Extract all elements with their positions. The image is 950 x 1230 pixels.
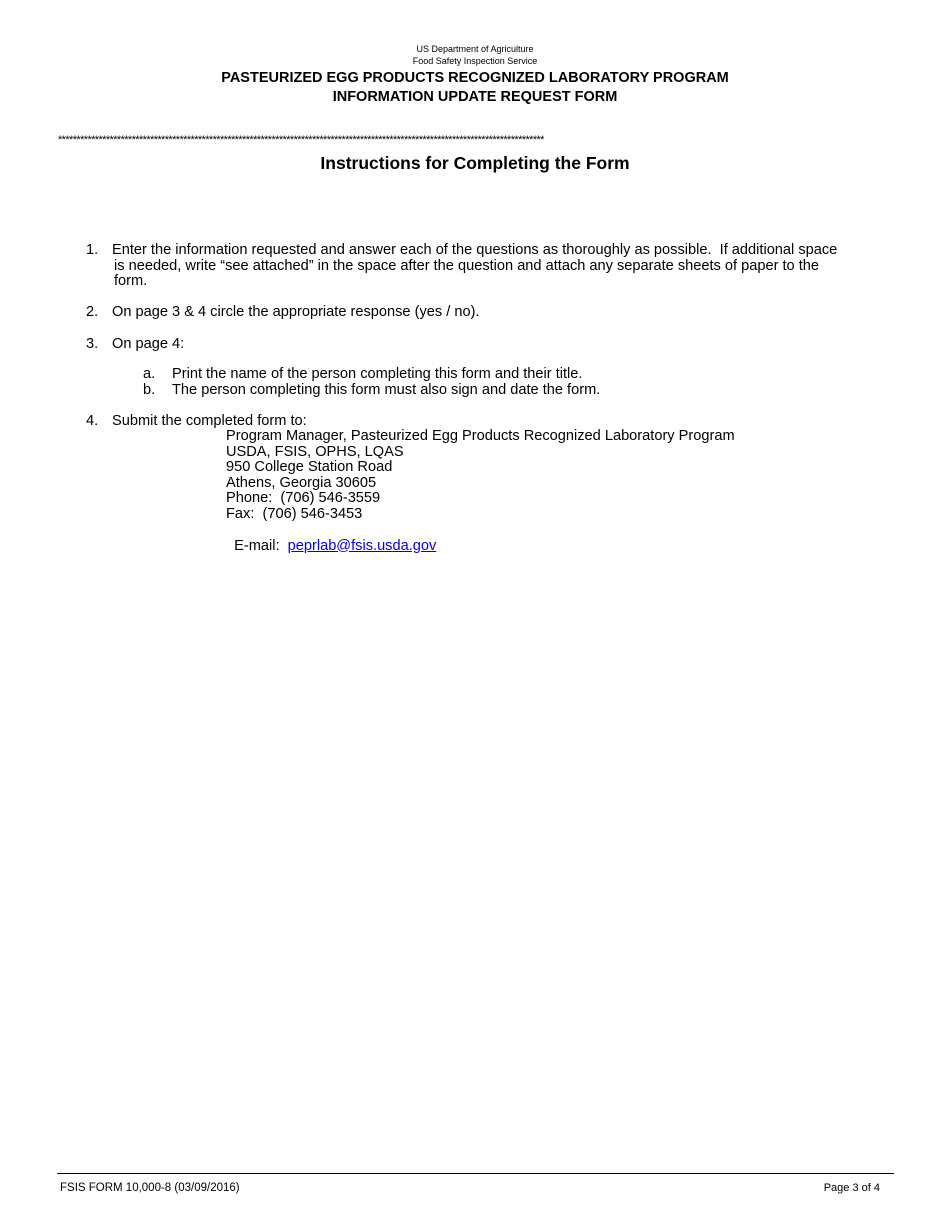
- item-3a-text: Print the name of the person completing this form and their title.: [172, 366, 583, 382]
- item-2-number: 2.: [86, 304, 99, 320]
- address-organization: USDA, FSIS, OPHS, LQAS: [226, 444, 404, 460]
- agency-name: US Department of Agriculture: [416, 44, 534, 54]
- footer-form-id: FSIS FORM 10,000-8 (03/09/2016): [60, 1182, 240, 1194]
- address-fax: Fax: (706) 546-3453: [226, 506, 363, 522]
- separator-line: ************************************************************************************************************************************: [58, 134, 544, 146]
- email-label: E-mail:: [234, 537, 288, 554]
- address-email-row: [226, 523, 436, 554]
- item-3a-letter: a.: [143, 366, 156, 382]
- email-link[interactable]: peprlab@fsis.usda.gov: [287, 537, 437, 554]
- instructions-heading: Instructions for Completing the Form: [320, 153, 630, 173]
- footer-page-number: Page 3 of 4: [823, 1182, 880, 1194]
- item-1-line-3: form.: [114, 273, 148, 289]
- item-3-number: 3.: [86, 336, 99, 352]
- form-title: PASTEURIZED EGG PRODUCTS RECOGNIZED LABORATORY PROGRAM: [221, 70, 729, 86]
- item-1-number: 1.: [86, 242, 99, 258]
- item-2-text: On page 3 & 4 circle the appropriate response (yes / no).: [112, 304, 480, 320]
- address-street: 950 College Station Road: [226, 459, 393, 475]
- address-recipient: Program Manager, Pasteurized Egg Products Recognized Laboratory Program: [226, 428, 735, 444]
- footer-divider: [57, 1173, 894, 1174]
- form-subtitle: INFORMATION UPDATE REQUEST FORM: [332, 89, 618, 105]
- item-1-line-1: Enter the information requested and answer each of the questions as thoroughly as possible. If additional space: [112, 242, 838, 258]
- item-3-text: On page 4:: [112, 336, 185, 352]
- item-4-text: Submit the completed form to:: [112, 413, 307, 429]
- item-3b-text: The person completing this form must also sign and date the form.: [172, 382, 601, 398]
- item-1-line-2: is needed, write “see attached” in the space after the question and attach any separate sheets of paper to the: [114, 258, 820, 274]
- item-3b-letter: b.: [143, 382, 156, 398]
- agency-service: Food Safety Inspection Service: [412, 56, 538, 66]
- address-phone: Phone: (706) 546-3559: [226, 490, 381, 506]
- item-4-number: 4.: [86, 413, 99, 429]
- address-city: Athens, Georgia 30605: [226, 475, 377, 491]
